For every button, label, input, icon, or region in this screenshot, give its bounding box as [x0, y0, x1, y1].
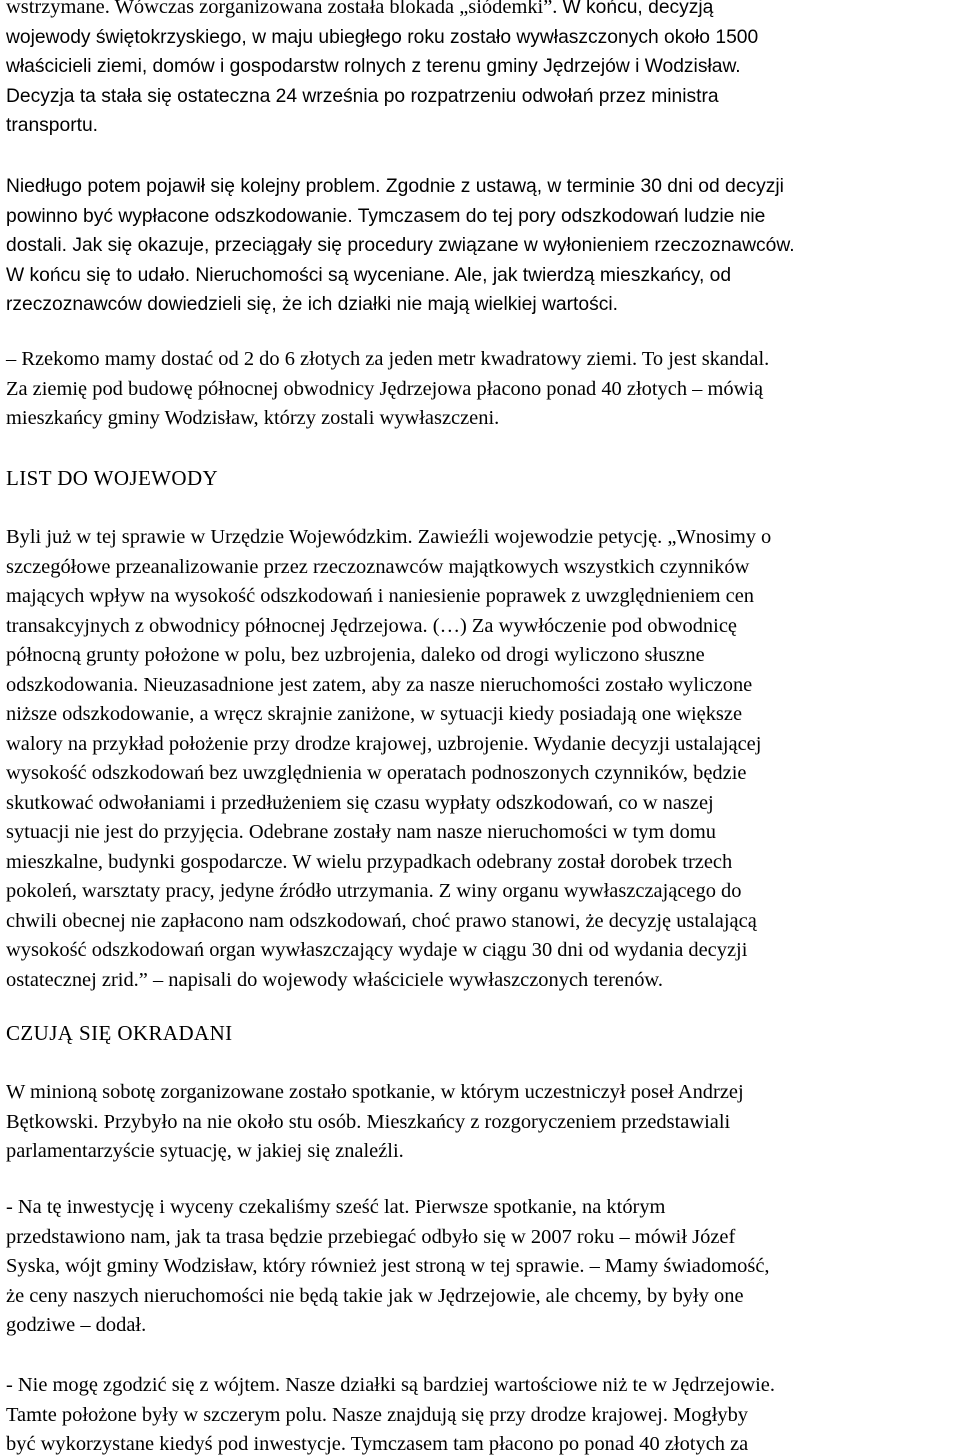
- text-line: [6, 523, 958, 553]
- text-segment: Tamte położone były w szczerym polu. Nasze znajdują się przy drodze krajowej. Mogłyby: [6, 1403, 749, 1426]
- text-line: [6, 1371, 958, 1401]
- text-line: [6, 1401, 958, 1431]
- text-segment: powinno być wypłacone odszkodowanie. Tymczasem do tej pory odszkodowań ludzie nie: [6, 205, 766, 227]
- text-line: [6, 52, 958, 82]
- section-heading-list: LIST DO WOJEWODY: [6, 466, 219, 490]
- text-segment: W końcu, decyzją: [562, 0, 714, 18]
- paragraph-quote-price: [6, 345, 958, 434]
- text-line: [6, 582, 958, 612]
- text-segment: Byli już w tej sprawie w Urzędzie Wojewódzkim. Zawieźli wojewodzie petycję. „Wnosimy o: [6, 526, 772, 548]
- text-line: [6, 82, 958, 112]
- text-line: [6, 907, 958, 937]
- paragraph-letter: [6, 523, 958, 995]
- text-segment: wojewody świętokrzyskiego, w maju ubiegłego roku zostało wywłaszczonych około 1500: [6, 26, 759, 48]
- text-segment: wysokość odszkodowań organ wywłaszczający wydaje w ciągu 30 dni od wydania decyzji: [6, 939, 748, 961]
- paragraph-quote-last: [6, 1371, 958, 1456]
- text-line: [6, 641, 958, 671]
- text-line: [6, 936, 958, 966]
- text-line: [6, 404, 958, 434]
- text-segment: być wykorzystane kiedyś pod inwestycje. Tymczasem tam płacono po ponad 40 złotych za: [6, 1433, 749, 1455]
- text-segment: parlamentarzyście sytuację, w jakiej się znaleźli.: [6, 1140, 404, 1162]
- text-segment: chwili obecnej nie zapłacono nam odszkodowań, choć prawo stanowi, że decyzję ustalającą: [6, 909, 757, 932]
- text-line: [6, 730, 958, 760]
- text-line: [6, 966, 958, 996]
- text-line: [6, 1282, 958, 1312]
- text-line: [6, 553, 958, 583]
- text-segment: północną grunty położone w polu, bez uzbrojenia, daleko od drogi wyliczono słuszne: [6, 644, 705, 666]
- text-line: [6, 1311, 958, 1341]
- text-segment: sytuacji nie jest do przyjęcia. Odebrane zostały nam nasze nieruchomości w tym domu: [6, 821, 716, 843]
- text-segment: mających wpływ na wysokość odszkodowań i naniesienie poprawek z uwzględnieniem cen: [6, 585, 755, 607]
- text-line: [6, 1193, 958, 1223]
- text-line: [6, 23, 958, 53]
- text-line: [6, 671, 958, 701]
- text-segment: rzeczoznawców dowiedzieli się, że ich działki nie mają wielkiej wartości.: [6, 294, 618, 315]
- text-segment: transportu.: [6, 115, 99, 136]
- text-line: [6, 1108, 958, 1138]
- text-segment: wysokość odszkodowań bez uwzględnienia w operatach podnoszonych czynników, będzie: [6, 762, 747, 784]
- text-segment: - Nie mogę zgodzić się z wójtem. Nasze działki są bardziej wartościowe niż te w Jędrzejowie.: [6, 1374, 775, 1396]
- text-segment: Za ziemię pod budowę północnej obwodnicy Jędrzejowa płacono ponad 40 złotych – mówią: [6, 377, 764, 400]
- text-line: [6, 848, 958, 878]
- text-line: [6, 111, 958, 141]
- text-segment: W minioną sobotę zorganizowane zostało spotkanie, w którym uczestniczył poseł Andrzej: [6, 1081, 744, 1103]
- paragraph-meeting: [6, 1078, 958, 1167]
- text-line: [6, 789, 958, 819]
- text-line: [6, 1223, 958, 1253]
- text-segment: przedstawiono nam, jak ta trasa będzie przebiegać odbyło się w 2007 roku – mówił Józef: [6, 1225, 736, 1248]
- text-segment: Decyzja ta stała się ostateczna 24 września po rozpatrzeniu odwołań przez ministra: [6, 85, 719, 107]
- text-line: [6, 231, 958, 261]
- text-line: [6, 1137, 958, 1167]
- text-segment: walory na przykład położenie przy drodze krajowej, uzbrojenie. Wydanie decyzji ustalającej: [6, 732, 762, 755]
- paragraph-problem: [6, 172, 958, 320]
- text-segment: – Rzekomo mamy dostać od 2 do 6 złotych za jeden metr kwadratowy ziemi. To jest skandal.: [6, 348, 770, 370]
- text-segment: wstrzymane. Wówczas zorganizowana została blokada „siódemki”.: [6, 0, 563, 18]
- text-line: [6, 0, 958, 23]
- text-line: [6, 261, 958, 291]
- text-segment: skutkować odwołaniami i przedłużeniem się czasu wypłaty odszkodowań, co w naszej: [6, 791, 714, 814]
- text-segment: mieszkańcy gminy Wodzisław, którzy zostali wywłaszczeni.: [6, 407, 500, 429]
- text-segment: - Na tę inwestycję i wyceny czekaliśmy sześć lat. Pierwsze spotkanie, na którym: [6, 1196, 666, 1218]
- text-segment: pokoleń, warsztaty pracy, jedyne źródło utrzymania. Z winy organu wywłaszczającego do: [6, 880, 742, 902]
- text-line: [6, 700, 958, 730]
- text-segment: dostali. Jak się okazuje, przeciągały się procedury związane w wyłonieniem rzeczoznawców.: [6, 235, 795, 256]
- text-line: [6, 818, 958, 848]
- text-segment: właścicieli ziemi, domów i gospodarstw rolnych z terenu gminy Jędrzejów i Wodzisław.: [6, 56, 741, 77]
- text-line: [6, 172, 958, 202]
- text-line: [6, 1430, 958, 1456]
- paragraph-quote-syska: [6, 1193, 958, 1341]
- text-line: [6, 612, 958, 642]
- section-heading-robbed: CZUJĄ SIĘ OKRADANI: [6, 1021, 233, 1045]
- text-segment: Niedługo potem pojawił się kolejny problem. Zgodnie z ustawą, w terminie 30 dni od decyzji: [6, 176, 784, 197]
- text-line: [6, 345, 958, 375]
- text-segment: ostatecznej zrid.” – napisali do wojewody właściciele wywłaszczonych terenów.: [6, 968, 663, 991]
- text-line: [6, 759, 958, 789]
- paragraph-intro: [6, 0, 958, 141]
- text-segment: godziwe – dodał.: [6, 1314, 147, 1336]
- text-segment: transakcyjnych z obwodnicy północnej Jędrzejowa. (…) Za wywłóczenie pod obwodnicę: [6, 614, 737, 637]
- text-segment: mieszkalne, budynki gospodarcze. W wielu przypadkach odebrany został dorobek trzech: [6, 850, 733, 873]
- text-line: [6, 1252, 958, 1282]
- text-segment: Syska, wójt gminy Wodzisław, który również jest stroną w tej sprawie. – Mamy świadomość,: [6, 1255, 770, 1277]
- text-segment: że ceny naszych nieruchomości nie będą takie jak w Jędrzejowie, ale chcemy, by były one: [6, 1284, 744, 1307]
- text-line: [6, 202, 958, 232]
- text-line: [6, 290, 958, 320]
- text-segment: W końcu się to udało. Nieruchomości są wyceniane. Ale, jak twierdzą mieszkańcy, od: [6, 264, 732, 286]
- text-segment: niższe odszkodowanie, a wręcz skrajnie zaniżone, w sytuacji kiedy posiadają one większe: [6, 703, 743, 725]
- text-line: [6, 375, 958, 405]
- text-line: [6, 1078, 958, 1108]
- text-segment: szczegółowe przeanalizowanie przez rzeczoznawców majątkowych wszystkich czynników: [6, 555, 750, 578]
- text-segment: odszkodowania. Nieuzasadnione jest zatem, aby za nasze nieruchomości zostało wyliczone: [6, 673, 753, 696]
- text-line: [6, 877, 958, 907]
- text-segment: Bętkowski. Przybyło na nie około stu osób. Mieszkańcy z rozgoryczeniem przedstawiali: [6, 1110, 731, 1133]
